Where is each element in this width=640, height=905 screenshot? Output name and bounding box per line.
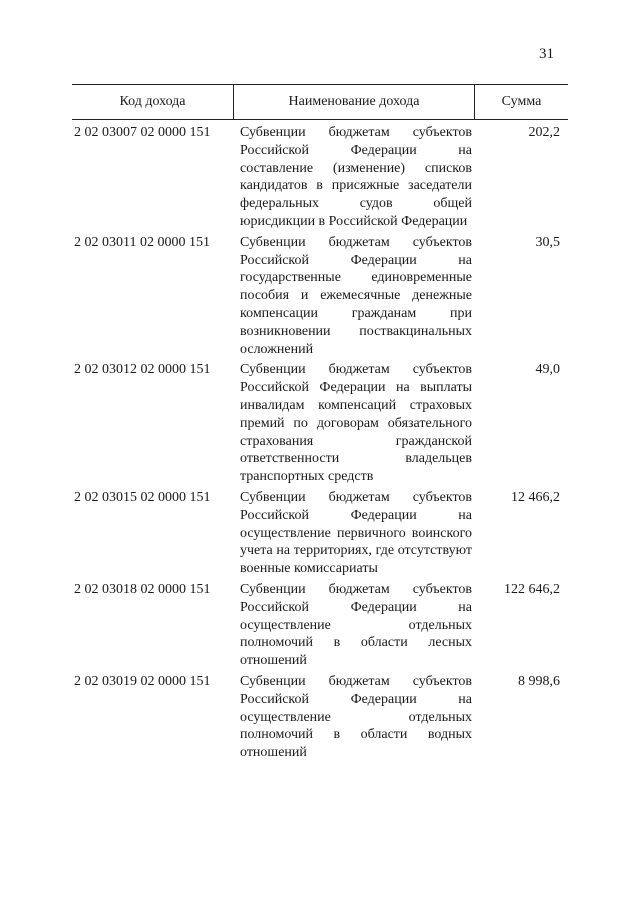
header-sum: Сумма [501,94,542,109]
income-name: Субвенции бюджетам субъектов Российской Федерации на осуществление первичного воинского учета на территориях, где отсутствуют военные комиссариаты [240,489,472,577]
income-amount: 202,2 [528,125,560,140]
income-code: 2 02 03019 02 0000 151 [74,673,211,689]
header-code: Код дохода [72,85,234,119]
table-header [72,84,568,120]
income-code: 2 02 03015 02 0000 151 [74,489,211,505]
income-table [72,84,568,765]
table-row [72,673,568,762]
table-row [72,124,568,231]
header-name: Наименование дохода [234,85,475,119]
income-amount: 8 998,6 [518,673,560,689]
table-body [72,120,568,762]
table-row [72,581,568,670]
income-code: 2 02 03011 02 0000 151 [74,234,210,250]
income-name: Субвенции бюджетам субъектов Российской Федерации на государственные единовременные пособия и ежемесячные денежные компенсации гражданам при возникновении поствакцинальных осложнений [240,234,472,357]
page-number: 31 [539,46,554,62]
income-amount: 49,0 [535,362,560,378]
income-name: Субвенции бюджетам субъектов Российской Федерации на выплаты инвалидам компенсаций страховых премий по договорам обязательного страхования гражданской ответственности владельцев транспортных средств [240,362,472,485]
table-row [72,234,568,359]
income-amount: 30,5 [535,234,560,250]
income-amount: 12 466,2 [511,489,560,505]
table-row [72,489,568,578]
income-code: 2 02 03018 02 0000 151 [74,581,211,597]
table-row [72,361,568,486]
income-amount: 122 646,2 [504,581,560,597]
income-name: Субвенции бюджетам субъектов Российской Федерации на осуществление отдельных полномочий в области лесных отношений [240,581,472,669]
income-name: Субвенции бюджетам субъектов Российской Федерации на осуществление отдельных полномочий в области водных отношений [240,673,472,761]
income-name: Субвенции бюджетам субъектов Российской Федерации на составление (изменение) списков кандидатов в присяжные заседатели федеральных судов общей юрисдикции в Российской Федерации [240,125,472,229]
income-code: 2 02 03007 02 0000 151 [74,125,211,140]
income-code: 2 02 03012 02 0000 151 [74,362,211,378]
